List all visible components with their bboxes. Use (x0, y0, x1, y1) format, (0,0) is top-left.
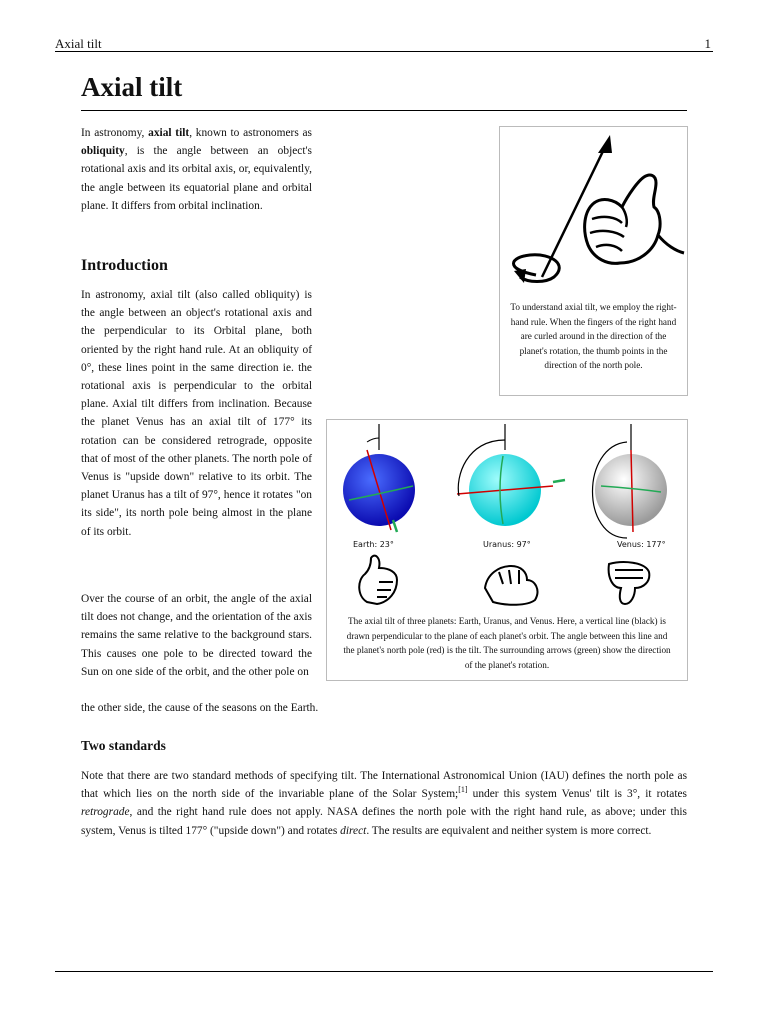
page-number: 1 (704, 36, 711, 51)
right-hand-rule-figure (499, 126, 688, 396)
section-heading-two-standards: Two standards (81, 738, 166, 753)
planet-tilt-illustration (327, 420, 687, 610)
two-standards-paragraph: Note that there are two standard methods of specifying tilt. The International Astronomical Union (IAU) defines the north pole as that which lies on the north side of the invariable plane of the Solar System;[1] under this system Venus' tilt is 3°, it rotates retrograde, and the right hand rule does not apply. NASA defines the north pole with the right hand rule, as above; under this system, Venus is tilted 177° ("upside down") and rotates direct. The results are equivalent and neither system is more correct. (81, 770, 687, 837)
venus-diagram (593, 424, 668, 538)
planet-tilt-figure (326, 419, 688, 681)
hand-icons (359, 556, 649, 605)
section-heading-introduction: Introduction (81, 257, 168, 274)
earth-label: Earth: 23° (353, 540, 394, 549)
footer-rule (55, 971, 713, 972)
right-hand-rule-illustration (500, 127, 687, 297)
orbit-paragraph-tail: the other side, the cause of the seasons on the Earth. (81, 702, 319, 714)
header-rule (55, 51, 713, 52)
title-rule (81, 110, 687, 111)
figure-caption: The axial tilt of three planets: Earth, Uranus, and Venus. Here, a vertical line (black) is drawn perpendicular to the plane of each planet's orbit. The angle between this line and the planet's north pole (red) is the tilt. The surrounding arrows (green) show the direction of the planet's rotation. (343, 616, 671, 670)
intro-paragraph: In astronomy, axial tilt, known to astronomers as obliquity, is the angle between an object's rotational axis and its orbital axis, or, equivalently, the angle between its equatorial plane and orbital plane. It differs from orbital inclination. (81, 127, 312, 212)
term-axial-tilt: axial tilt (148, 127, 190, 139)
introduction-paragraph: In astronomy, axial tilt (also called obliquity) is the angle between an object's rotational axis and the perpendicular to its Orbital plane, both oriented by the right hand rule. At an obliquity of 0°, these lines point in the same direction ie. the rotational axis is perpendicular to the orbital plane. Axial tilt differs from inclination. Because the planet Venus has an axial tilt of 177° its rotation can be considered retrograde, opposite that of most of the other planets. The north pole of Venus is "upside down" relative to its orbit. The planet Uranus has a tilt of 97°, hence it rotates "on its side", its north pole being almost in the plane of its orbit. (81, 289, 312, 538)
running-header-title: Axial tilt (55, 36, 102, 51)
figure-caption: To understand axial tilt, we employ the right-hand rule. When the fingers of the right hand are curled around in the direction of the planet's rotation, the thumb points in the direction of the north pole. (510, 302, 677, 371)
term-obliquity: obliquity (81, 145, 125, 158)
uranus-label: Uranus: 97° (483, 540, 531, 549)
uranus-diagram (457, 424, 565, 526)
venus-label: Venus: 177° (617, 540, 666, 549)
orbit-paragraph: Over the course of an orbit, the angle of the axial tilt does not change, and the orientation of the axis remains the same relative to the background stars. This causes one pole to be directed toward the Sun on one side of the orbit, and the other pole on (81, 593, 312, 678)
earth-diagram (343, 424, 415, 532)
citation-link[interactable]: [1] (458, 785, 468, 795)
page-title: Axial tilt (81, 72, 183, 102)
